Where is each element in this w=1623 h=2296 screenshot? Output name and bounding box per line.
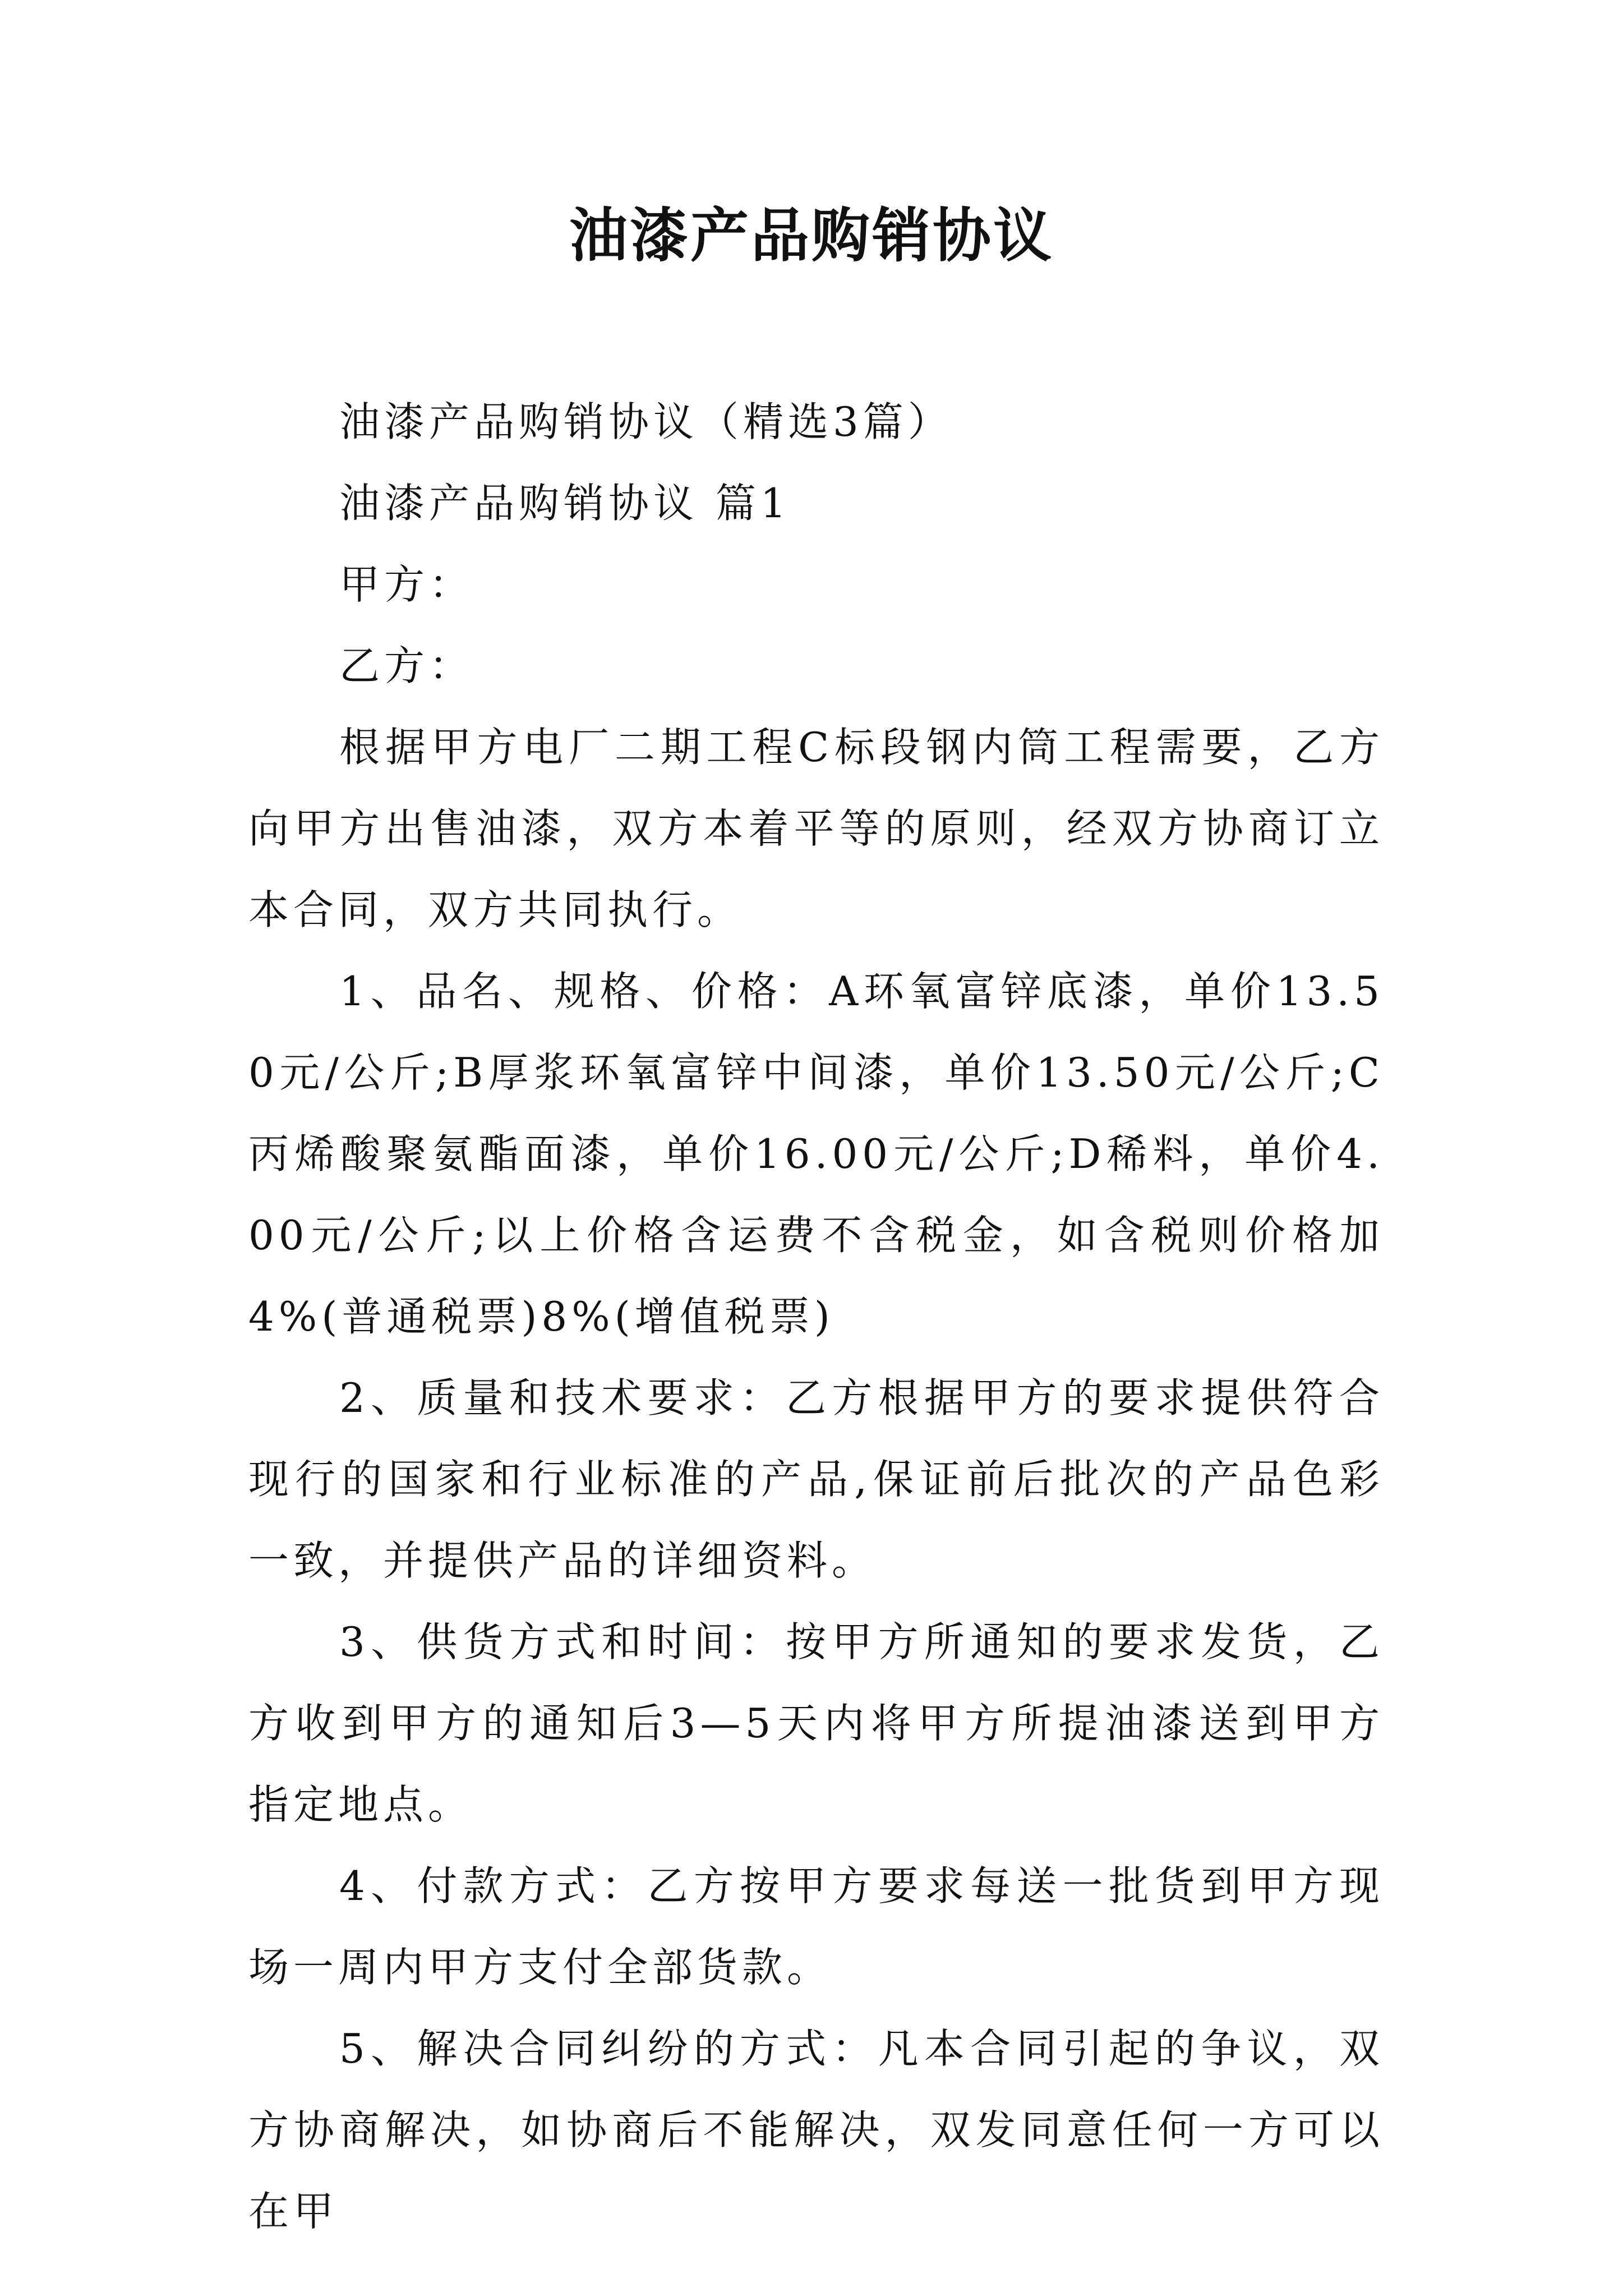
preamble-paragraph: 根据甲方电厂二期工程C标段钢内筒工程需要，乙方向甲方出售油漆，双方本着平等的原则，经双方协商订立本合同，双方共同执行。	[248, 724, 1384, 933]
document-title: 油漆产品购销协议	[569, 201, 1054, 270]
document-body	[248, 381, 1384, 2252]
subtitle-paragraph: 油漆产品购销协议（精选3篇）	[339, 398, 953, 445]
section-heading: 油漆产品购销协议 篇1	[339, 480, 791, 527]
clause-1-paragraph: 1、品名、规格、价格：A环氧富锌底漆，单价13.50元/公斤;B厚浆环氧富锌中间漆，单价13.50元/公斤;C丙烯酸聚氨酯面漆，单价16.00元/公斤;D稀料，单价4.00元/公斤;以上价格含运费不含税金，如含税则价格加4%(普通税票)8%(增值税票)	[248, 968, 1384, 1340]
clause-5-paragraph: 5、解决合同纠纷的方式：凡本合同引起的争议，双方协商解决，如协商后不能解决，双发同意任何一方可以在甲	[248, 2025, 1384, 2235]
party-b-line: 乙方：	[339, 642, 474, 689]
clause-2-paragraph: 2、质量和技术要求：乙方根据甲方的要求提供符合现行的国家和行业标准的产品,保证前后批次的产品色彩一致，并提供产品的详细资料。	[248, 1374, 1384, 1584]
clause-3-paragraph: 3、供货方式和时间：按甲方所通知的要求发货，乙方收到甲方的通知后3—5天内将甲方所提油漆送到甲方指定地点。	[248, 1618, 1384, 1828]
party-a-line: 甲方：	[339, 561, 474, 608]
clause-4-paragraph: 4、付款方式：乙方按甲方要求每送一批货到甲方现场一周内甲方支付全部货款。	[248, 1862, 1384, 1991]
